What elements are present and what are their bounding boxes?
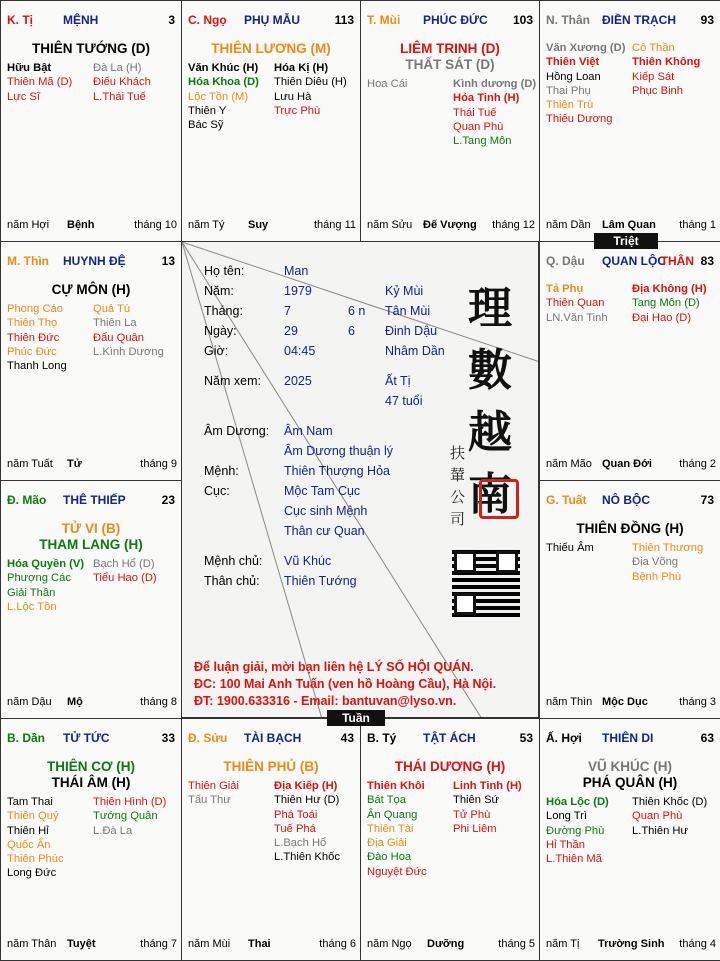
minor-star: L.Thiên Hư: [632, 824, 688, 837]
minor-star: Địa Không (H): [632, 283, 707, 295]
palace-year: năm Mão: [546, 458, 592, 470]
main-star: PHÁ QUÂN (H): [582, 775, 678, 790]
palace-cell[interactable]: [360, 0, 540, 242]
minor-star: Thiên Thương: [632, 542, 704, 554]
minor-star: Tướng Quân: [93, 810, 158, 823]
main-stars: [182, 759, 360, 775]
minor-stars-left: [7, 795, 64, 881]
minor-star: L.Lộc Tồn: [7, 600, 57, 613]
info-label: Họ tên:: [204, 264, 245, 278]
minor-star: Trực Phù: [274, 104, 321, 117]
minor-star: Địa Kiếp (H): [274, 780, 338, 792]
minor-star: Hóa Khoa (D): [188, 76, 259, 89]
minor-star: Phá Toái: [274, 808, 318, 821]
tuan-tag: Tuần: [327, 710, 385, 726]
palace-number: 53: [519, 731, 533, 745]
palace-footer: [7, 458, 177, 472]
palace-header: [7, 254, 177, 270]
minor-star: Thiên Đức: [7, 331, 60, 344]
info-value: Mộc Tam Cục: [284, 484, 361, 498]
minor-star: Thiên Giải: [188, 780, 239, 792]
palace-branch: T. Mùi: [367, 13, 401, 27]
calligraphy-char: 南: [468, 469, 512, 520]
main-star: VŨ KHÚC (H): [588, 759, 672, 774]
minor-star: Phục Binh: [632, 84, 683, 97]
palace-header: [188, 13, 356, 29]
minor-star: Thiên Thọ: [7, 317, 58, 330]
main-star: THIÊN CƠ (H): [46, 759, 135, 774]
palace-year: năm Thìn: [546, 696, 593, 708]
info-value: 29: [284, 324, 298, 338]
palace-year: năm Hợi: [7, 219, 50, 231]
palace-footer: [188, 938, 356, 952]
minor-star: L.Thái Tuế: [93, 90, 146, 103]
info-label: Mệnh chủ:: [204, 554, 263, 568]
minor-star: Đà La (H): [93, 62, 142, 74]
palace-year: năm Mùi: [188, 938, 231, 950]
minor-stars-right: [453, 77, 536, 148]
minor-star: Văn Xương (D): [546, 42, 626, 54]
minor-star: Đào Hoa: [367, 851, 412, 864]
minor-star: L.Tang Môn: [453, 135, 512, 148]
minor-star: Địa Võng: [632, 556, 679, 569]
info-value: Âm Nam: [284, 424, 333, 438]
minor-star: Long Đức: [7, 867, 57, 880]
palace-name: PHÚC ĐỨC: [423, 13, 488, 27]
palace-month: tháng 11: [313, 219, 356, 231]
minor-star: Hoa Cái: [367, 78, 408, 90]
palace-name: TẬT ÁCH: [423, 731, 476, 745]
minor-star: Tuế Phá: [274, 822, 316, 835]
minor-star: Thiên Y: [188, 104, 227, 117]
palace-cell[interactable]: [539, 718, 720, 961]
palace-year: năm Dậu: [7, 696, 52, 708]
main-stars: [1, 521, 181, 553]
main-stars: [182, 41, 360, 57]
palace-footer: [7, 219, 177, 233]
palace-footer: [546, 696, 716, 710]
palace-month: tháng 1: [679, 219, 716, 231]
palace-month: tháng 5: [498, 938, 535, 950]
palace-footer: [546, 458, 716, 472]
minor-stars-left: [188, 61, 259, 132]
palace-footer: [188, 219, 356, 233]
minor-star: Linh Tinh (H): [453, 780, 522, 792]
info-value-canchi: Tân Mùi: [385, 304, 431, 318]
palace-year: năm Dần: [546, 219, 591, 231]
minor-stars-right: [632, 541, 703, 584]
palace-cell[interactable]: [0, 0, 182, 242]
line-bottom-left: [182, 242, 322, 718]
palace-name: THIÊN DI: [602, 731, 654, 745]
minor-star: Hóa Quyền (V): [7, 558, 85, 570]
main-stars: [1, 282, 181, 298]
info-value: 1979: [284, 284, 312, 298]
minor-stars-right: [93, 302, 164, 359]
palace-month: tháng 4: [679, 938, 716, 950]
minor-star: Kình dương (D): [453, 78, 537, 90]
center-info-panel: [181, 241, 539, 718]
info-label: Âm Dương:: [204, 424, 270, 438]
main-star: CỰ MÔN (H): [51, 282, 131, 297]
minor-star: Phúc Đức: [7, 345, 57, 358]
palace-month: tháng 10: [134, 219, 177, 231]
minor-stars-left: [546, 795, 609, 866]
palace-header: [7, 731, 177, 747]
palace-cell[interactable]: [360, 718, 540, 961]
main-star: THÁI DƯƠNG (H): [394, 759, 506, 774]
minor-star: Đẩu Quân: [93, 331, 144, 344]
minor-stars-right: [274, 61, 347, 118]
info-label: Năm:: [204, 284, 234, 298]
palace-footer: [367, 219, 535, 233]
palace-cell[interactable]: [539, 480, 720, 719]
minor-star: Thiên Mã (D): [7, 76, 73, 89]
palace-branch: K. Tị: [7, 13, 33, 27]
info-value: Thiên Tướng: [284, 574, 357, 588]
minor-star: Tiểu Hao (D): [93, 572, 157, 585]
info-label: Thân chủ:: [204, 574, 260, 588]
palace-number: 93: [700, 13, 714, 27]
minor-star: Thái Tuế: [453, 106, 497, 119]
info-value: Cục sinh Mệnh: [284, 504, 368, 518]
minor-star: Tấu Thư: [188, 794, 231, 807]
minor-star: Thiên Không: [632, 56, 701, 69]
main-stars: [1, 759, 181, 791]
info-value: Man: [284, 264, 309, 278]
minor-star: L.Kình Dương: [93, 345, 164, 358]
palace-stage: Lâm Quan: [602, 219, 656, 231]
minor-star: Tử Phù: [453, 808, 491, 821]
minor-star: L.Thiên Khốc: [274, 851, 340, 864]
minor-stars-left: [7, 302, 67, 373]
palace-year: năm Ngọ: [367, 938, 412, 950]
palace-stage: Trường Sinh: [598, 938, 665, 950]
palace-branch: M. Thìn: [7, 254, 49, 268]
main-star: THIÊN PHỦ (B): [223, 759, 319, 774]
side-script-char: 公: [450, 488, 466, 506]
side-script-char: 扶: [450, 444, 466, 462]
info-value-canchi: 47 tuổi: [385, 394, 423, 408]
palace-name: NÔ BỘC: [602, 493, 650, 507]
palace-header: [367, 13, 535, 29]
palace-stage: Suy: [248, 219, 269, 231]
main-star: THAM LANG (H): [39, 537, 143, 552]
minor-star: Tang Môn (D): [632, 297, 700, 310]
info-value-canchi: Đinh Dậu: [385, 324, 438, 338]
palace-footer: [7, 696, 177, 710]
palace-header: [7, 13, 177, 29]
main-stars: [361, 41, 539, 73]
palace-name: TÀI BẠCH: [244, 731, 302, 745]
minor-star: Thanh Long: [7, 360, 67, 373]
palace-month: tháng 9: [140, 458, 177, 470]
palace-footer: [546, 219, 716, 233]
palace-branch: C. Ngọ: [188, 13, 227, 27]
minor-stars-left: [546, 541, 594, 555]
info-value: 7: [284, 304, 291, 318]
palace-header: [546, 731, 716, 747]
palace-cell[interactable]: [0, 718, 182, 961]
calligraphy-char: 越: [468, 407, 512, 458]
minor-star: Quả Tú: [93, 303, 131, 315]
minor-star: Thiếu Dương: [546, 113, 613, 126]
palace-branch: Q. Dậu: [546, 254, 585, 268]
minor-star: Tam Thai: [7, 796, 53, 808]
main-star: THIÊN LƯƠNG (M): [211, 41, 331, 56]
info-value: Thiên Thượng Hỏa: [284, 464, 390, 478]
minor-stars-right: [93, 795, 166, 838]
info-value: Thân cư Quan: [284, 524, 365, 538]
triet-tag: Triệt: [594, 233, 658, 249]
minor-star: Quan Phù: [632, 810, 683, 823]
minor-star: LN.Văn Tinh: [546, 311, 608, 324]
minor-stars-left: [7, 61, 72, 104]
palace-year: năm Tý: [188, 219, 225, 231]
palace-month: tháng 3: [679, 696, 716, 708]
minor-star: Thiên Quan: [546, 297, 605, 310]
palace-footer: [7, 938, 177, 952]
minor-star: Bệnh Phù: [632, 570, 682, 583]
main-star: THẤT SÁT (D): [405, 57, 495, 72]
minor-star: Thiên Khốc (D): [632, 796, 708, 808]
palace-branch: G. Tuất: [546, 493, 587, 507]
palace-stage: Tử: [67, 458, 82, 470]
minor-star: Văn Khúc (H): [188, 62, 259, 74]
minor-star: Lộc Tồn (M): [188, 90, 249, 103]
palace-cell[interactable]: [181, 718, 361, 961]
minor-star: Thiên La: [93, 317, 137, 330]
minor-star: Điếu Khách: [93, 76, 151, 89]
main-star: TỬ VI (B): [61, 521, 121, 536]
minor-star: Lực Sĩ: [7, 90, 40, 103]
minor-star: Thiên Tài: [367, 822, 414, 835]
minor-star: Giải Thần: [7, 586, 56, 599]
palace-cell[interactable]: [0, 480, 182, 719]
minor-star: Hóa Lộc (D): [546, 796, 609, 808]
minor-star: Thiên Hỉ: [7, 824, 49, 837]
minor-star: Hóa Kị (H): [274, 62, 329, 74]
minor-stars-left: [546, 282, 608, 325]
palace-stage: Mộ: [67, 696, 83, 708]
palace-branch: B. Dần: [7, 731, 46, 745]
palace-stage: Mộc Dục: [602, 696, 648, 708]
contact-line: ĐC: 100 Mai Anh Tuấn (ven hồ Hoàng Cầu), Hà Nội.: [194, 677, 497, 691]
palace-number: 113: [334, 13, 354, 27]
minor-star: Long Trì: [546, 810, 588, 823]
palace-number: 63: [700, 731, 714, 745]
palace-number: 83: [700, 254, 714, 268]
palace-month: tháng 8: [140, 696, 177, 708]
main-stars: [540, 759, 720, 791]
main-star: LIÊM TRINH (D): [400, 41, 500, 56]
minor-star: Thiên Trù: [546, 99, 594, 112]
minor-stars-right: [632, 795, 707, 838]
palace-stage: Quan Đới: [602, 458, 652, 470]
palace-name: TỬ TỨC: [63, 731, 110, 745]
minor-stars-right: [274, 779, 340, 865]
info-value-lunar: 6: [348, 324, 355, 338]
palace-name: MỆNH: [63, 13, 99, 27]
side-script-char: 輦: [450, 466, 466, 484]
minor-star: Thiên Hư (D): [274, 794, 340, 807]
palace-year: năm Tuất: [7, 458, 53, 470]
seal-stamp: [479, 479, 519, 519]
main-star: THIÊN ĐỒNG (H): [576, 521, 684, 536]
main-star: THÁI ÂM (H): [51, 775, 131, 790]
palace-number: 73: [700, 493, 714, 507]
palace-footer: [546, 938, 716, 952]
minor-star: Phi Liêm: [453, 822, 497, 835]
palace-cell[interactable]: [539, 0, 720, 242]
calligraphy-char: 理: [468, 283, 512, 334]
palace-body-marker: THÂN: [660, 254, 694, 268]
palace-header: [188, 731, 356, 747]
palace-year: năm Tị: [546, 938, 580, 950]
palace-header: [7, 493, 177, 509]
minor-stars-left: [367, 77, 407, 91]
side-script-char: 司: [450, 510, 466, 528]
minor-star: Tả Phụ: [546, 283, 584, 295]
minor-star: Phong Cáo: [7, 303, 63, 315]
minor-stars-left: [188, 779, 239, 808]
palace-branch: Ấ. Hợi: [546, 731, 582, 745]
minor-star: Hữu Bật: [7, 62, 52, 74]
info-value: 04:45: [284, 344, 316, 358]
palace-number: 3: [168, 13, 175, 27]
main-stars: [1, 41, 181, 57]
palace-branch: N. Thân: [546, 13, 590, 27]
minor-stars-right: [93, 557, 157, 586]
minor-star: Quan Phù: [453, 120, 504, 133]
palace-month: tháng 7: [140, 938, 177, 950]
minor-star: Bác Sỹ: [188, 119, 224, 132]
main-stars: [540, 521, 720, 537]
info-value-lunar: 6 n: [348, 304, 366, 318]
minor-star: Thiên Quý: [7, 810, 59, 823]
info-value: 2025: [284, 374, 312, 388]
palace-number: 23: [161, 493, 175, 507]
palace-name: ĐIỀN TRẠCH: [602, 13, 676, 27]
info-value-canchi: Ất Tị: [385, 374, 411, 388]
palace-number: 33: [161, 731, 175, 745]
calligraphy-char: 數: [468, 345, 512, 396]
palace-name: PHỤ MẪU: [244, 13, 300, 27]
palace-name: HUYNH ĐỆ: [63, 254, 126, 268]
palace-header: [546, 493, 716, 509]
minor-star: Lưu Hà: [274, 90, 312, 103]
palace-cell[interactable]: [539, 241, 720, 481]
minor-star: Hỏa Tinh (H): [453, 92, 520, 105]
qr-code[interactable]: [452, 549, 520, 617]
minor-star: Nguyệt Đức: [367, 865, 427, 878]
info-label: Giờ:: [204, 344, 229, 358]
minor-stars-left: [367, 779, 427, 879]
palace-stage: Dưỡng: [427, 938, 465, 950]
palace-stage: Đế Vượng: [423, 219, 477, 231]
minor-star: L.Thiên Mã: [546, 853, 602, 866]
info-label: Ngày:: [204, 324, 237, 338]
palace-footer: [367, 938, 535, 952]
minor-star: Thiên Khôi: [367, 780, 425, 792]
main-star: THIÊN TƯỚNG (D): [32, 41, 150, 56]
minor-star: Địa Giải: [367, 837, 407, 850]
palace-header: [546, 13, 716, 29]
minor-star: Đường Phù: [546, 824, 605, 837]
palace-name: THÊ THIẾP: [63, 493, 126, 507]
minor-stars-right: [632, 41, 700, 98]
minor-star: Bát Tọa: [367, 794, 406, 807]
info-label: Năm xem:: [204, 374, 261, 388]
palace-name: QUAN LỘC: [602, 254, 666, 268]
minor-stars-left: [7, 557, 84, 614]
minor-star: Quốc Ấn: [7, 838, 51, 851]
palace-number: 103: [512, 13, 533, 27]
minor-star: Cô Thần: [632, 42, 675, 54]
minor-stars-right: [453, 779, 522, 836]
minor-star: Thiếu Âm: [546, 542, 594, 554]
minor-star: Thiên Việt: [546, 56, 600, 69]
info-label: Tháng:: [204, 304, 243, 318]
palace-header: [546, 254, 716, 270]
palace-stage: Thai: [248, 938, 271, 950]
minor-star: Đại Hao (D): [632, 311, 692, 324]
minor-star: Hỉ Thần: [546, 838, 585, 851]
minor-star: Hồng Loan: [546, 70, 601, 83]
palace-header: [367, 731, 535, 747]
palace-stage: Tuyệt: [67, 938, 96, 950]
minor-stars-right: [632, 282, 707, 325]
palace-number: 13: [161, 254, 175, 268]
palace-cell[interactable]: [0, 241, 182, 481]
contact-line: ĐT: 1900.633316 - Email: bantuvan@lyso.vn.: [194, 694, 457, 708]
info-value: Âm Dương thuận lý: [284, 444, 393, 458]
palace-branch: Đ. Sửu: [188, 731, 228, 745]
palace-month: tháng 6: [319, 938, 356, 950]
minor-stars-left: [546, 41, 625, 127]
minor-star: Thiên Sứ: [453, 794, 500, 807]
minor-stars-right: [93, 61, 151, 104]
info-value: Vũ Khúc: [284, 554, 332, 568]
palace-month: tháng 2: [679, 458, 716, 470]
info-label: Mệnh:: [204, 464, 239, 478]
info-label: Cục:: [204, 484, 230, 498]
palace-month: tháng 12: [492, 219, 535, 231]
palace-year: năm Sửu: [367, 219, 413, 231]
palace-number: 43: [340, 731, 354, 745]
contact-line: Để luận giải, mời bạn liên hệ LÝ SỐ HỘI QUÁN.: [194, 660, 474, 674]
info-value-canchi: Nhâm Dần: [385, 344, 445, 358]
minor-star: Bạch Hổ (D): [93, 558, 155, 570]
palace-branch: B. Tý: [367, 731, 397, 745]
minor-star: Phượng Các: [7, 572, 71, 585]
palace-stage: Bệnh: [67, 219, 95, 231]
main-stars: [361, 759, 539, 775]
minor-star: Thai Phụ: [546, 84, 591, 97]
minor-star: Ân Quang: [367, 808, 418, 821]
palace-cell[interactable]: [181, 0, 361, 242]
palace-year: năm Thân: [7, 938, 57, 950]
minor-star: Thiên Phúc: [7, 853, 64, 866]
minor-star: L.Bạch Hổ: [274, 837, 327, 850]
minor-star: L.Đà La: [93, 824, 133, 837]
minor-star: Kiếp Sát: [632, 70, 675, 83]
minor-star: Thiên Diêu (H): [274, 76, 347, 89]
info-value-canchi: Kỷ Mùi: [385, 284, 424, 298]
palace-branch: Đ. Mão: [7, 493, 47, 507]
minor-star: Thiên Hình (D): [93, 796, 167, 808]
